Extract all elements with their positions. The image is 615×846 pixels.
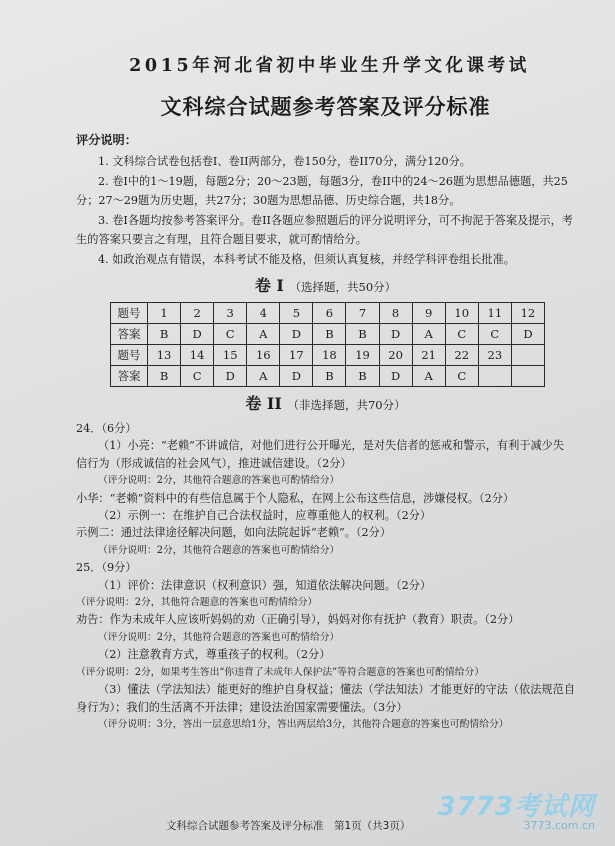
answer-cell: C — [478, 324, 511, 345]
answer-paragraph: （3）懂法（学法知法）能更好的维护自身权益；懂法（学法知法）才能更好的守法（依法规范自身行为）；我们的生活离不开法律；建设法治国家需要懂法。（3分） — [76, 683, 575, 714]
empty-cell — [511, 366, 544, 387]
answer-paragraph: （2）注意教育方式，尊重孩子的权利。（2分） — [98, 648, 331, 662]
row-label: 答案 — [111, 366, 148, 387]
section-1-title — [76, 273, 575, 296]
answer-cell: A — [247, 324, 280, 345]
question-number: 7 — [346, 303, 379, 324]
question-number: 4 — [247, 303, 280, 324]
answer-cell: A — [247, 366, 280, 387]
answer-paragraph: 25．（9分） — [76, 561, 137, 575]
exam-title: 2015年河北省初中毕业生升学文化课考试 — [129, 56, 530, 76]
question-number: 9 — [412, 303, 445, 324]
answer-cell: B — [346, 324, 379, 345]
answer-table-answer-row-2 — [111, 366, 545, 387]
answer-paragraph: （评分说明：2分，其他符合题意的答案也可酌情给分） — [98, 544, 340, 556]
answer-cell: D — [280, 366, 313, 387]
question-number: 6 — [313, 303, 346, 324]
site-watermark — [438, 786, 595, 832]
scoring-note-1: 1. 文科综合试卷包括卷I、卷II两部分，卷150分，卷II70分，满分120分。 — [98, 155, 471, 168]
answer-cell: B — [313, 366, 346, 387]
question-number: 8 — [379, 303, 412, 324]
scoring-note-2: 2. 卷I中的1～19题，每题2分；20～23题，每题3分，卷II中的24～26题为思想品德题，共25分；27～29题为历史题，共27分；30题为思想品德、历史综合题，共18分。 — [76, 174, 568, 207]
question-number: 1 — [148, 303, 181, 324]
answer-paragraph: 小华：“老赖”资料中的有些信息属于个人隐私，在网上公布这些信息，涉嫌侵权。（2分） — [76, 491, 515, 505]
answer-cell: C — [181, 366, 214, 387]
answer-cell: A — [412, 324, 445, 345]
scoring-notes-heading: 评分说明： — [76, 133, 137, 147]
page-footer: 文科综合试题参考答案及评分标准 第1页（共3页） — [166, 820, 411, 832]
section-2-label: 卷 II — [245, 394, 282, 413]
answer-cell: C — [445, 324, 478, 345]
answer-cell: D — [214, 366, 247, 387]
empty-cell — [478, 366, 511, 387]
section-2-answers — [76, 420, 575, 733]
answer-paragraph: （1）评价：法律意识（权利意识）强，知道依法解决问题。（2分） — [98, 578, 432, 592]
answer-cell: D — [379, 324, 412, 345]
row-label: 答案 — [111, 324, 148, 345]
answer-paragraph: （2）示例一：在维护自己合法权益时，应尊重他人的权利。（2分） — [98, 509, 432, 523]
answer-cell: B — [148, 324, 181, 345]
answer-cell: D — [379, 366, 412, 387]
question-number: 10 — [445, 303, 478, 324]
answer-paragraph: （评分说明：2分，其他符合题意的答案也可酌情给分） — [98, 475, 340, 487]
answer-paragraph: 示例二：通过法律途径解决问题，如向法院起诉“老赖”。（2分） — [76, 526, 392, 540]
scoring-note-4: 4. 如政治观点有错误，本科考试不能及格，但须认真复核，并经学科评卷组长批准。 — [98, 252, 515, 266]
question-number: 12 — [511, 303, 544, 324]
answer-cell: B — [313, 324, 346, 345]
question-number: 18 — [313, 345, 346, 366]
answer-table-question-row-2 — [111, 345, 545, 366]
answer-cell: B — [346, 366, 379, 387]
answer-cell: C — [445, 366, 478, 387]
section-2-title — [76, 391, 575, 414]
document-title: 文科综合试题参考答案及评分标准 — [160, 95, 491, 119]
question-number: 14 — [181, 345, 214, 366]
answer-cell: B — [148, 366, 181, 387]
question-number: 2 — [181, 303, 214, 324]
answer-paragraph: （1）小亮：“老赖”不讲诚信，对他们进行公开曝光，是对失信者的惩戒和警示，有利于减少失信行为（形成诚信的社会风气），推进诚信建设。（2分） — [76, 439, 565, 470]
answer-table-question-row-1 — [111, 303, 545, 324]
watermark-logo: 3773考试网 — [437, 792, 595, 822]
question-number: 13 — [148, 345, 181, 366]
row-label: 题号 — [111, 303, 148, 324]
answer-paragraph: （评分说明：2分，如果考生答出“你违背了未成年人保护法”等符合题意的答案也可酌情给分） — [76, 666, 485, 678]
answer-paragraph: （评分说明：3分，答出一层意思给1分，答出两层给3分，其他符合题意的答案也可酌情给分） — [98, 718, 509, 730]
question-number: 20 — [379, 345, 412, 366]
answer-paragraph: （评分说明：2分，其他符合题意的答案也可酌情给分） — [76, 597, 318, 609]
question-number: 21 — [412, 345, 445, 366]
answer-cell: D — [181, 324, 214, 345]
question-number: 3 — [214, 303, 247, 324]
section-1-label: 卷 I — [254, 276, 284, 295]
answer-cell: A — [412, 366, 445, 387]
question-number: 16 — [247, 345, 280, 366]
question-number: 11 — [478, 303, 511, 324]
scoring-note-3: 3. 卷I各题均按参考答案评分。卷II各题应参照题后的评分说明评分，可不拘泥于答案及提示，考生的答案只要言之有理，且符合题目要求，就可酌情给分。 — [76, 213, 573, 246]
answer-cell: D — [280, 324, 313, 345]
answer-table-answer-row-1 — [111, 324, 545, 345]
section-1-subtitle: （选择题，共50分） — [289, 280, 397, 294]
question-number: 22 — [445, 345, 478, 366]
answer-paragraph: 劝告：作为未成年人应该听妈妈的劝（正确引导），妈妈对你有抚护（教育）职责。（2分） — [76, 613, 520, 627]
answer-paragraph: 24．（6分） — [76, 422, 137, 435]
watermark-url: 3773.com.cn — [523, 819, 595, 832]
question-number: 19 — [346, 345, 379, 366]
answer-cell: D — [511, 324, 544, 345]
section-2-subtitle: （非选择题，共70分） — [287, 398, 406, 412]
question-number: 23 — [478, 345, 511, 366]
question-number: 17 — [280, 345, 313, 366]
empty-cell — [511, 345, 544, 366]
row-label: 题号 — [111, 345, 148, 366]
scoring-notes — [76, 152, 575, 269]
answer-paragraph: （评分说明：2分，其他符合题意的答案也可酌情给分） — [98, 631, 340, 643]
answer-table — [110, 302, 545, 387]
answer-cell: C — [214, 324, 247, 345]
question-number: 5 — [280, 303, 313, 324]
question-number: 15 — [214, 345, 247, 366]
